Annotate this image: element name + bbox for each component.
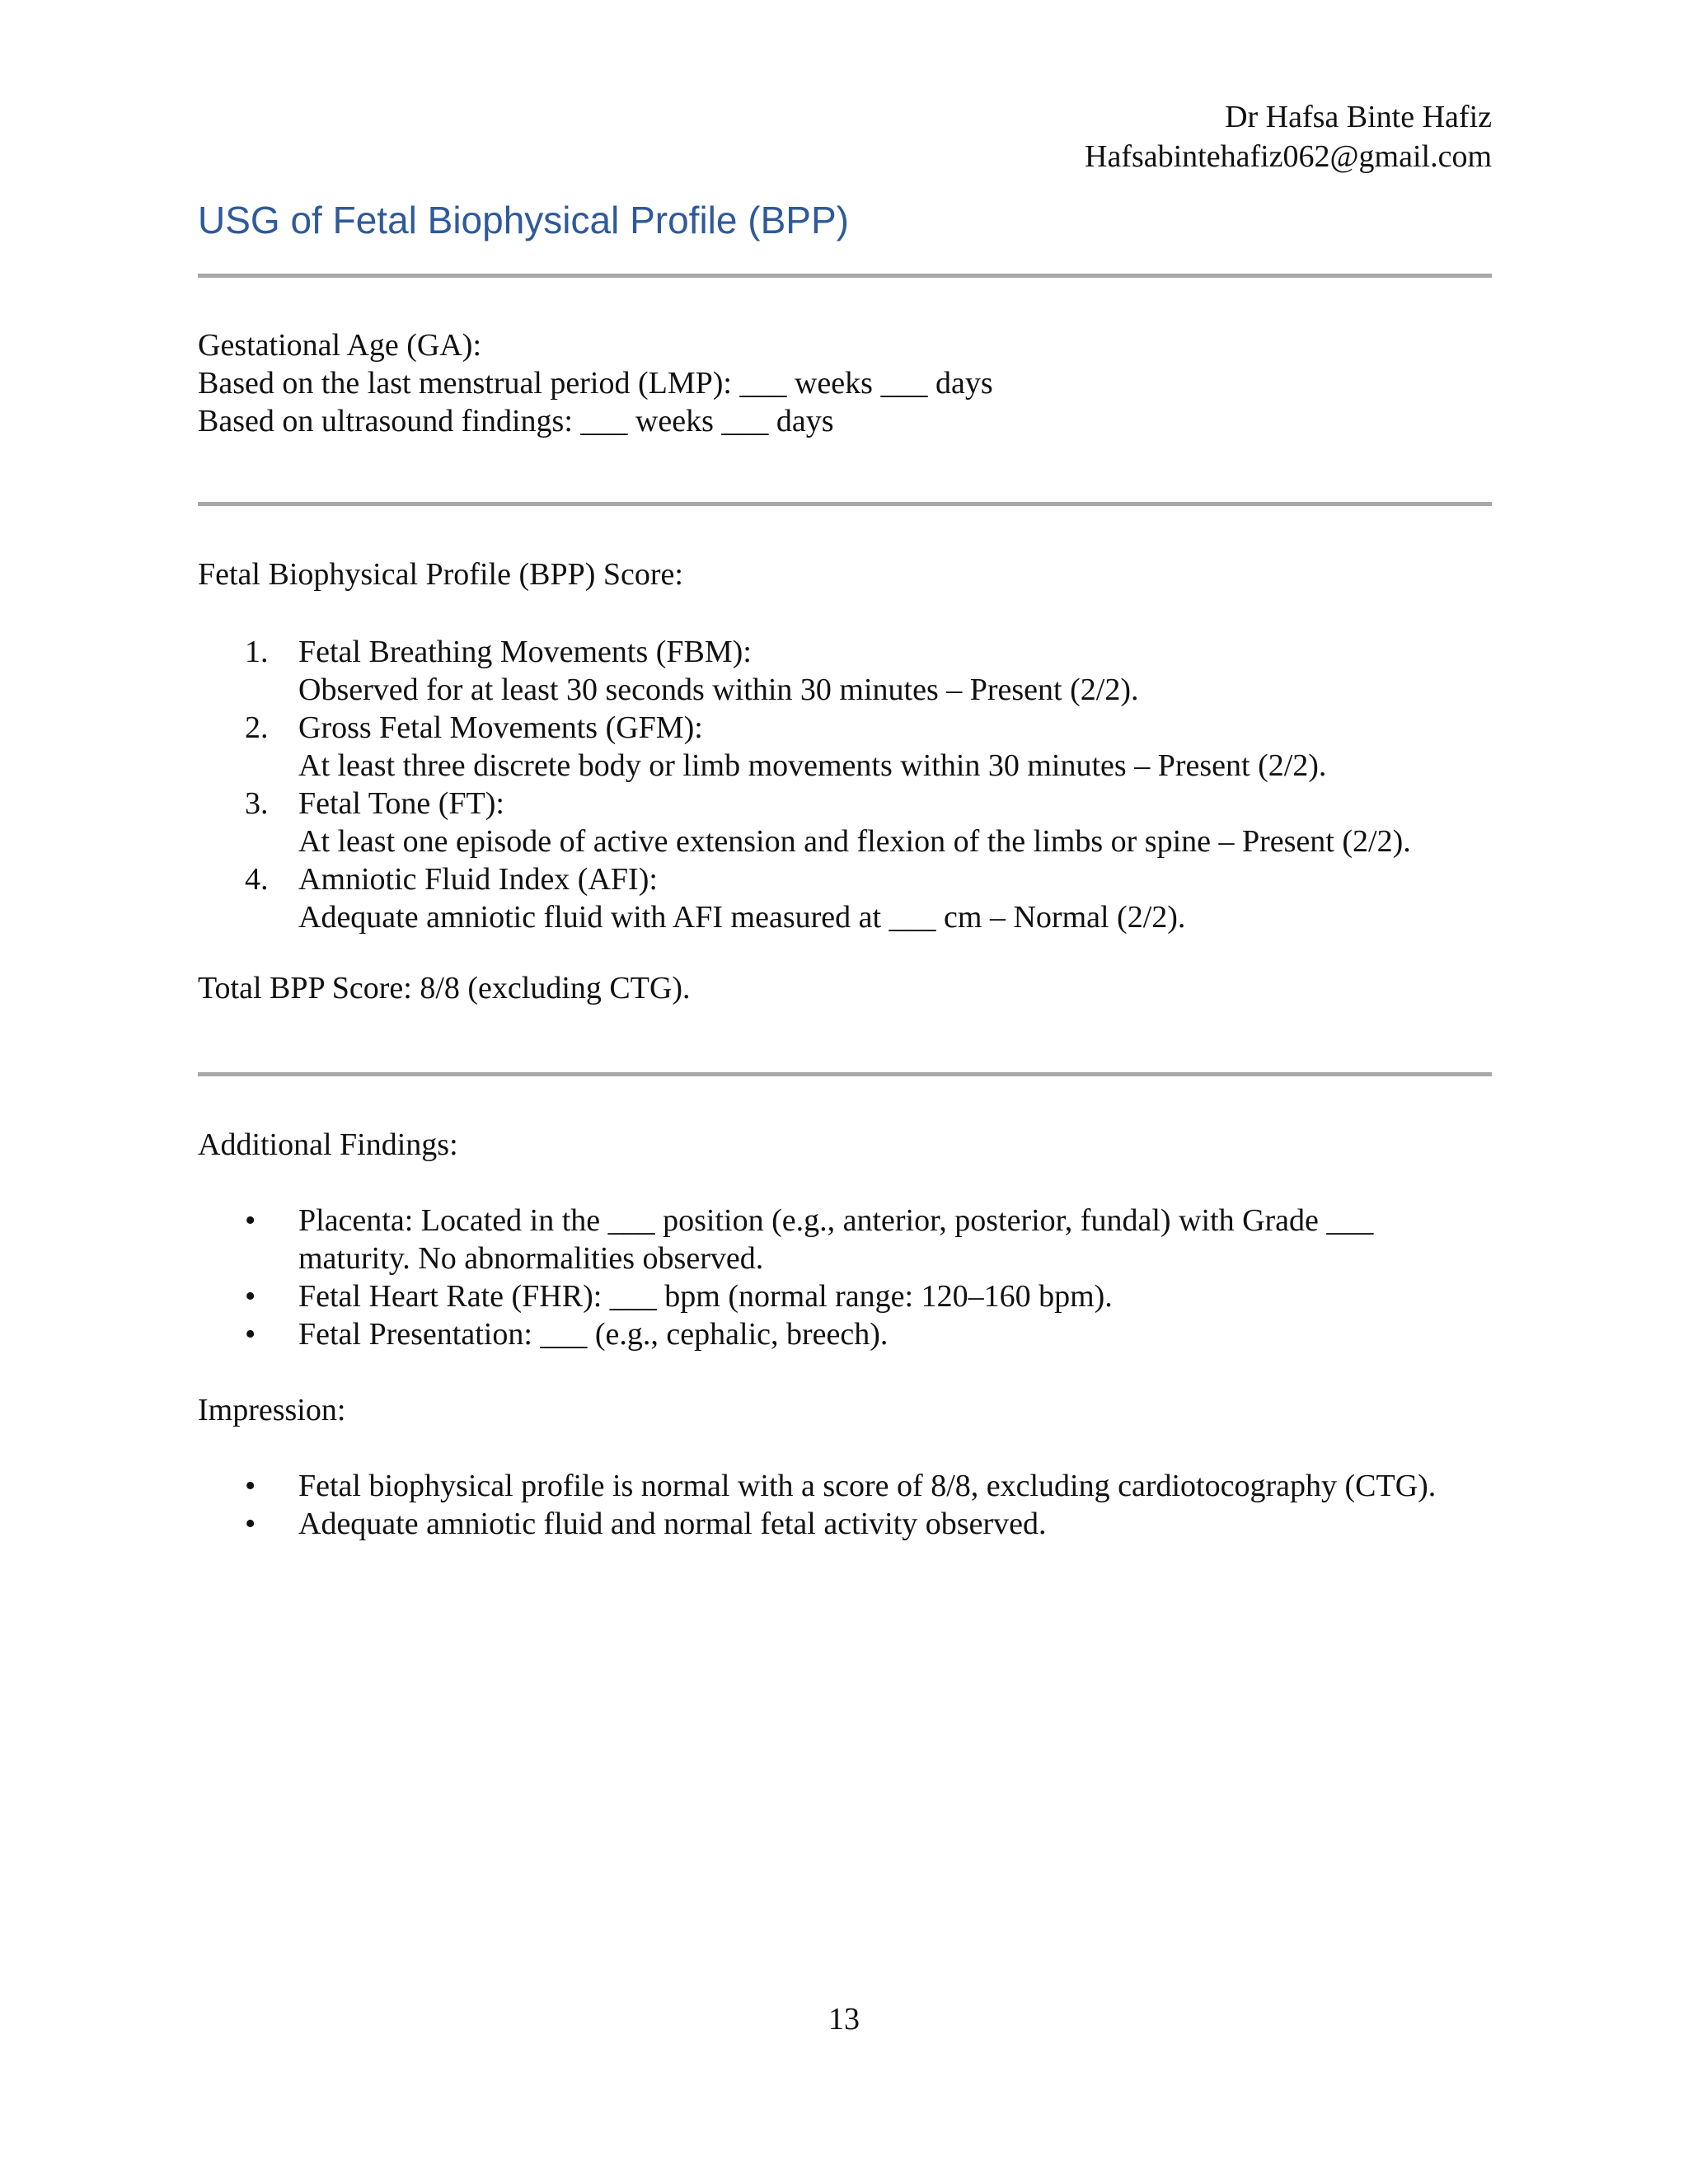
list-item bbox=[198, 1505, 1451, 1543]
divider-1 bbox=[198, 274, 1492, 278]
finding-text: Fetal Presentation: ___ (e.g., cephalic, breech). bbox=[298, 1317, 889, 1352]
bpp-item-title: Fetal Tone (FT): bbox=[298, 786, 504, 821]
author-email: Hafsabintehafiz062@gmail.com bbox=[1085, 139, 1492, 174]
list-number: 1. bbox=[245, 635, 269, 669]
additional-findings-list bbox=[198, 1202, 1451, 1353]
bullet-icon: • bbox=[245, 1469, 256, 1503]
impression-heading-block bbox=[198, 1391, 1500, 1429]
bullet-icon: • bbox=[245, 1203, 256, 1238]
gestational-age-section bbox=[198, 326, 1500, 440]
gestational-age-usg: Based on ultrasound findings: ___ weeks ___ days bbox=[198, 404, 834, 438]
finding-text: Placenta: Located in the ___ position (e.g., anterior, posterior, fundal) with Grade ___ maturity. No abnormalities observed. bbox=[298, 1203, 1374, 1276]
finding-text: Fetal Heart Rate (FHR): ___ bpm (normal range: 120–160 bpm). bbox=[298, 1279, 1113, 1314]
impression-text: Adequate amniotic fluid and normal fetal activity observed. bbox=[298, 1507, 1047, 1541]
list-item bbox=[198, 785, 1500, 860]
bpp-heading-block bbox=[198, 555, 1500, 593]
divider-3 bbox=[198, 1072, 1492, 1076]
bpp-total-score: Total BPP Score: 8/8 (excluding CTG). bbox=[198, 971, 691, 1005]
list-number: 2. bbox=[245, 710, 269, 745]
bpp-score-list bbox=[198, 633, 1500, 936]
bpp-item-detail: At least one episode of active extension and flexion of the limbs or spine – Present (2/2). bbox=[298, 824, 1411, 859]
list-item bbox=[198, 1315, 1451, 1353]
bullet-icon: • bbox=[245, 1317, 256, 1352]
list-item bbox=[198, 633, 1500, 709]
bpp-item-title: Fetal Breathing Movements (FBM): bbox=[298, 635, 752, 669]
author-name: Dr Hafsa Binte Hafiz bbox=[1225, 100, 1492, 134]
additional-findings-heading: Additional Findings: bbox=[198, 1127, 458, 1162]
impression-heading: Impression: bbox=[198, 1393, 346, 1427]
list-item bbox=[198, 1467, 1451, 1505]
bullet-icon: • bbox=[245, 1507, 256, 1541]
list-number: 3. bbox=[245, 786, 269, 821]
bpp-item-detail: At least three discrete body or limb movements within 30 minutes – Present (2/2). bbox=[298, 748, 1327, 783]
bpp-total-block bbox=[198, 969, 1500, 1007]
list-item bbox=[198, 709, 1500, 785]
bpp-heading: Fetal Biophysical Profile (BPP) Score: bbox=[198, 557, 683, 592]
bullet-icon: • bbox=[245, 1279, 256, 1314]
list-item bbox=[198, 1277, 1451, 1315]
bpp-item-title: Gross Fetal Movements (GFM): bbox=[298, 710, 703, 745]
impression-text: Fetal biophysical profile is normal with a score of 8/8, excluding cardiotocography (CTG). bbox=[298, 1469, 1437, 1503]
bpp-item-title: Amniotic Fluid Index (AFI): bbox=[298, 862, 658, 897]
gestational-age-heading: Gestational Age (GA): bbox=[198, 328, 482, 363]
bpp-item-detail: Observed for at least 30 seconds within 30 minutes – Present (2/2). bbox=[298, 673, 1139, 707]
bpp-item-detail: Adequate amniotic fluid with AFI measured at ___ cm – Normal (2/2). bbox=[298, 900, 1186, 935]
author-header bbox=[1085, 97, 1492, 176]
document-title: USG of Fetal Biophysical Profile (BPP) bbox=[198, 199, 849, 241]
list-item bbox=[198, 1202, 1451, 1277]
impression-list bbox=[198, 1467, 1451, 1543]
divider-2 bbox=[198, 502, 1492, 506]
gestational-age-lmp: Based on the last menstrual period (LMP): ___ weeks ___ days bbox=[198, 366, 993, 401]
additional-heading-block bbox=[198, 1126, 1500, 1164]
list-item bbox=[198, 860, 1500, 936]
list-number: 4. bbox=[245, 862, 269, 897]
page-number: 13 bbox=[828, 2002, 860, 2036]
